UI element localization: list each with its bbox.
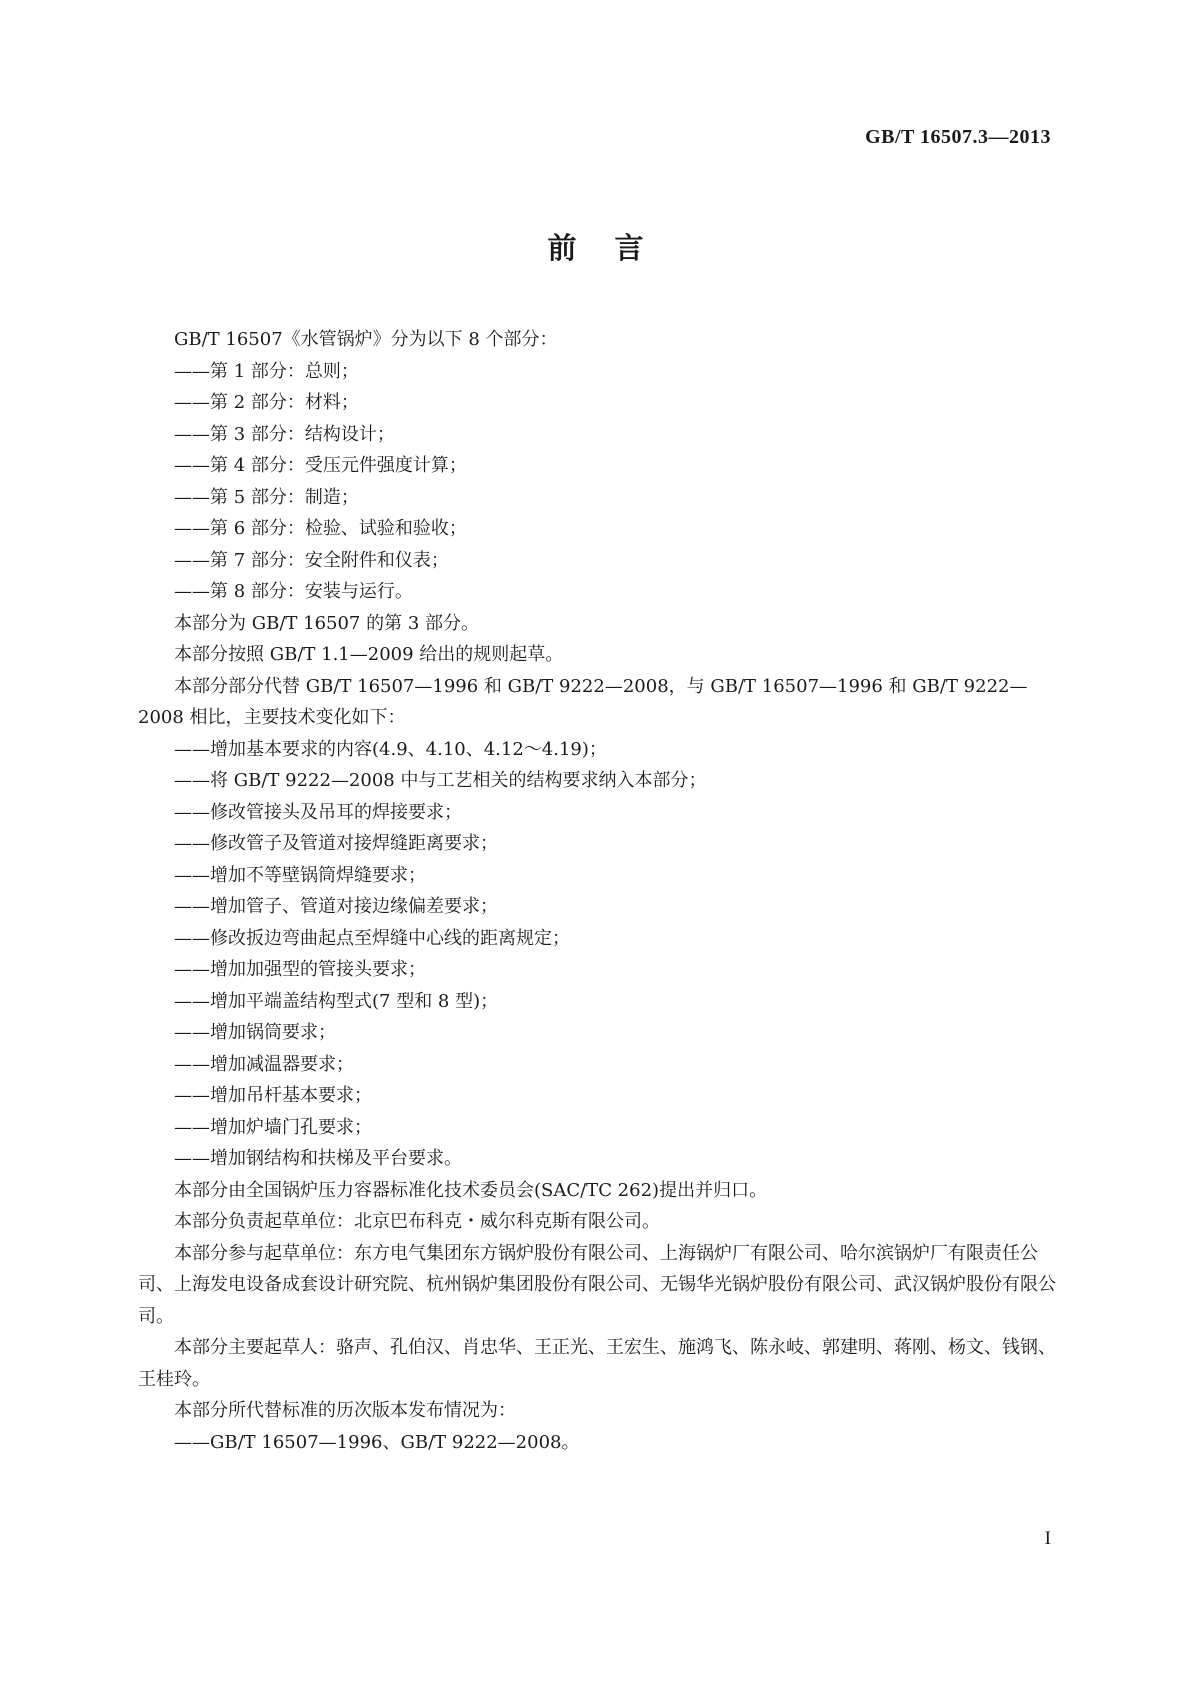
list-item: ——将 GB/T 9222—2008 中与工艺相关的结构要求纳入本部分； [174, 770, 707, 791]
paragraph: GB/T 16507《水管锅炉》分为以下 8 个部分： [174, 329, 558, 350]
paragraph: 本部分由全国锅炉压力容器标准化技术委员会(SAC/TC 262)提出并归口。 [174, 1179, 768, 1201]
paragraph: 本部分部分代替 GB/T 16507—1996 和 GB/T 9222—2008，与 GB/T 16507—1996 和 GB/T 9222—2008 相比，主要技术变化如下： [138, 675, 1028, 728]
paragraph: 本部分所代替标准的历次版本发布情况为： [174, 1400, 516, 1421]
list-item: ——第 7 部分：安全附件和仪表； [174, 549, 449, 571]
page-number: I [1044, 1528, 1051, 1549]
list-item: ——增加平端盖结构型式(7 型和 8 型)； [174, 990, 499, 1012]
list-item: ——第 4 部分：受压元件强度计算； [174, 455, 467, 476]
list-item: ——增加基本要求的内容(4.9、4.10、4.12～4.19)； [174, 738, 607, 760]
list-item: ——增加加强型的管接头要求； [174, 959, 426, 980]
list-item: ——修改扳边弯曲起点至焊缝中心线的距离规定； [174, 927, 570, 949]
list-item: ——修改管接头及吊耳的焊接要求； [174, 801, 462, 823]
paragraph: 本部分主要起草人：骆声、孔伯汉、肖忠华、王正光、王宏生、施鸿飞、陈永岐、郭建明、蒋刚、杨文、钱钢、王桂玲。 [138, 1337, 1056, 1390]
list-item: ——第 6 部分：检验、试验和验收； [174, 518, 467, 539]
paragraph: 本部分参与起草单位：东方电气集团东方锅炉股份有限公司、上海锅炉厂有限公司、哈尔滨锅炉厂有限责任公司、上海发电设备成套设计研究院、杭州锅炉集团股份有限公司、无锡华光锅炉股份有限公司、武汉锅炉股份有限公司。 [138, 1242, 1056, 1327]
list-item: ——GB/T 16507—1996、GB/T 9222—2008。 [174, 1431, 580, 1453]
list-item: ——第 8 部分：安装与运行。 [174, 581, 413, 602]
list-item: ——增加锅筒要求； [174, 1022, 336, 1043]
list-item: ——增加不等壁锅筒焊缝要求； [174, 864, 426, 886]
paragraph: 本部分按照 GB/T 1.1—2009 给出的规则起草。 [174, 644, 564, 665]
paragraph: 本部分负责起草单位：北京巴布科克・威尔科克斯有限公司。 [174, 1211, 660, 1232]
list-item: ——第 5 部分：制造； [174, 486, 359, 508]
foreword-body [138, 324, 1063, 1458]
page-title: 前言 [547, 231, 682, 265]
list-item: ——增加吊杆基本要求； [174, 1085, 372, 1106]
list-item: ——增加减温器要求； [174, 1053, 354, 1075]
list-item: ——增加管子、管道对接边缘偏差要求； [174, 896, 498, 917]
list-item: ——第 2 部分：材料； [174, 392, 359, 413]
list-item: ——增加炉墙门孔要求； [174, 1116, 372, 1138]
standard-code: GB/T 16507.3—2013 [865, 126, 1051, 148]
list-item: ——第 3 部分：结构设计； [174, 423, 395, 445]
list-item: ——第 1 部分：总则； [174, 360, 359, 382]
list-item: ——修改管子及管道对接焊缝距离要求； [174, 833, 498, 854]
list-item: ——增加钢结构和扶梯及平台要求。 [174, 1148, 462, 1169]
paragraph: 本部分为 GB/T 16507 的第 3 部分。 [174, 612, 479, 634]
